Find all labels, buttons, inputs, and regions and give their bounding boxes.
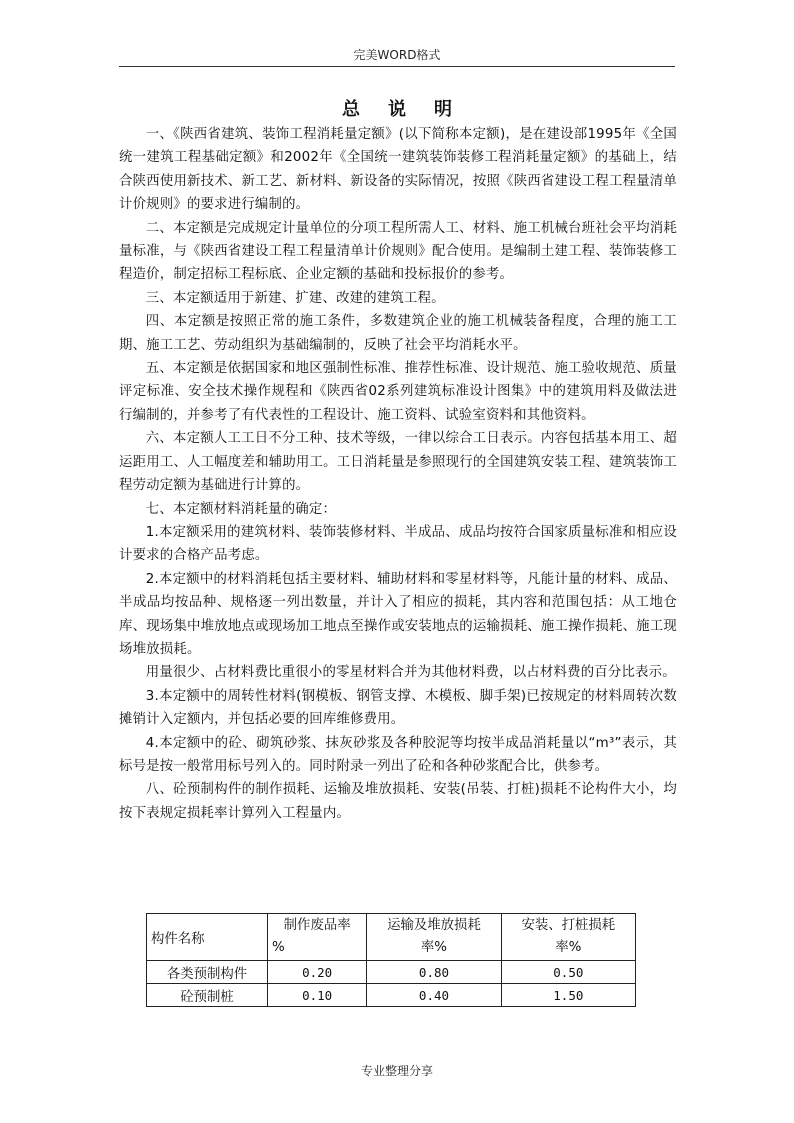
page-header: 完美WORD格式 bbox=[353, 48, 441, 62]
row-installation-piling-loss-rate: 1.50 bbox=[501, 984, 635, 1007]
header-production-waste-rate-line2: % bbox=[272, 940, 285, 955]
header-installation-piling-loss-rate bbox=[501, 914, 635, 961]
paragraph-2: 二、本定额是完成规定计量单位的分项工程所需人工、材料、施工机械台班社会平均消耗量标准，与《陕西省建设工程工程量清单计价规则》配合使用。是编制土建工程、装饰装修工程造价，制定招标工程标底、企业定额的基础和投标报价的参考。 bbox=[119, 220, 677, 283]
row-production-waste-rate: 0.20 bbox=[268, 961, 367, 984]
header-installation-piling-loss-rate-line1: 安装、打桩损耗 bbox=[521, 918, 616, 933]
header-transport-storage-loss-rate-line2: 率% bbox=[420, 940, 448, 955]
document-title: 总说明 bbox=[342, 99, 480, 120]
header-production-waste-rate-line1: 制作废品率 bbox=[283, 918, 351, 933]
header-installation-piling-loss-rate-line2: 率% bbox=[555, 940, 582, 955]
header-component-name: 构件名称 bbox=[147, 914, 268, 961]
paragraph-7-2: 2.本定额中的材料消耗包括主要材料、辅助材料和零星材料等，凡能计量的材料、成品、半成品均按品种、规格逐一列出数量，并计入了相应的损耗，其内容和范围包括：从工地仓库、现场集中堆放地点或现场加工地点至操作或安装地点的运输损耗、施工操作损耗、施工现场堆放损耗。 bbox=[119, 571, 677, 657]
paragraph-7-3: 3.本定额中的周转性材料(钢模板、钢管支撑、木模板、脚手架)已按规定的材料周转次数摊销计入定额内，并包括必要的回库维修费用。 bbox=[119, 688, 677, 728]
loss-rate-table bbox=[146, 913, 636, 1007]
paragraph-7: 七、本定额材料消耗量的确定： bbox=[145, 501, 337, 517]
table-row bbox=[147, 961, 636, 984]
paragraph-4: 四、本定额是按照正常的施工条件，多数建筑企业的施工机械装备程度，合理的施工工期、施工工艺、劳动组织为基础编制的，反映了社会平均消耗水平。 bbox=[119, 314, 677, 353]
row-component-name: 砼预制桩 bbox=[147, 984, 268, 1007]
page-footer: 专业整理分享 bbox=[360, 1064, 433, 1078]
paragraph-7-1: 1.本定额采用的建筑材料、装饰装修材料、半成品、成品均按符合国家质量标准和相应设计要求的合格产品考虑。 bbox=[119, 524, 677, 564]
paragraph-6: 六、本定额人工工日不分工种、技术等级，一律以综合工日表示。内容包括基本用工、超运距用工、人工幅度差和辅助用工。工日消耗量是参照现行的全国建筑安装工程、建筑装饰工程劳动定额为基础进行计算的。 bbox=[119, 431, 677, 494]
header-production-waste-rate bbox=[268, 914, 367, 961]
header-transport-storage-loss-rate bbox=[367, 914, 501, 961]
row-transport-storage-loss-rate: 0.40 bbox=[367, 984, 501, 1007]
paragraph-3: 三、本定额适用于新建、扩建、改建的建筑工程。 bbox=[145, 290, 445, 306]
row-production-waste-rate: 0.10 bbox=[268, 984, 367, 1007]
row-component-name: 各类预制构件 bbox=[147, 961, 268, 984]
paragraph-7-4: 4.本定额中的砼、砌筑砂浆、抹灰砂浆及各种胶泥等均按半成品消耗量以“m³”表示，其标号是按一般常用标号列入的。同时附录一列出了砼和各种砂浆配合比，供参考。 bbox=[119, 735, 677, 774]
paragraph-1: 一、《陕西省建筑、装饰工程消耗量定额》(以下简称本定额)，是在建设部1995年《全国统一建筑工程基础定额》和2002年《全国统一建筑装饰装修工程消耗量定额》的基础上，结合陕西使用新技术、新工艺、新材料、新设备的实际情况，按照《陕西省建设工程工程量清单计价规则》的要求进行编制的。 bbox=[119, 127, 677, 213]
paragraph-7-2-note: 用量很少、占材料费比重很小的零星材料合并为其他材料费，以占材料费的百分比表示。 bbox=[145, 665, 676, 681]
header-divider bbox=[119, 66, 675, 67]
header-transport-storage-loss-rate-line1: 运输及堆放损耗 bbox=[387, 918, 481, 933]
row-transport-storage-loss-rate: 0.80 bbox=[367, 961, 501, 984]
table-header-row bbox=[147, 914, 636, 961]
table-row bbox=[147, 984, 636, 1007]
paragraph-8: 八、砼预制构件的制作损耗、运输及堆放损耗、安装(吊装、打桩)损耗不论构件大小，均按下表规定损耗率计算列入工程量内。 bbox=[119, 782, 677, 821]
row-installation-piling-loss-rate: 0.50 bbox=[501, 961, 635, 984]
document-body bbox=[119, 123, 677, 825]
paragraph-5: 五、本定额是依据国家和地区强制性标准、推荐性标准、设计规范、施工验收规范、质量评定标准、安全技术操作规程和《陕西省02系列建筑标准设计图集》中的建筑用料及做法进行编制的，并参考了有代表性的工程设计、施工资料、试验室资料和其他资料。 bbox=[119, 361, 677, 423]
